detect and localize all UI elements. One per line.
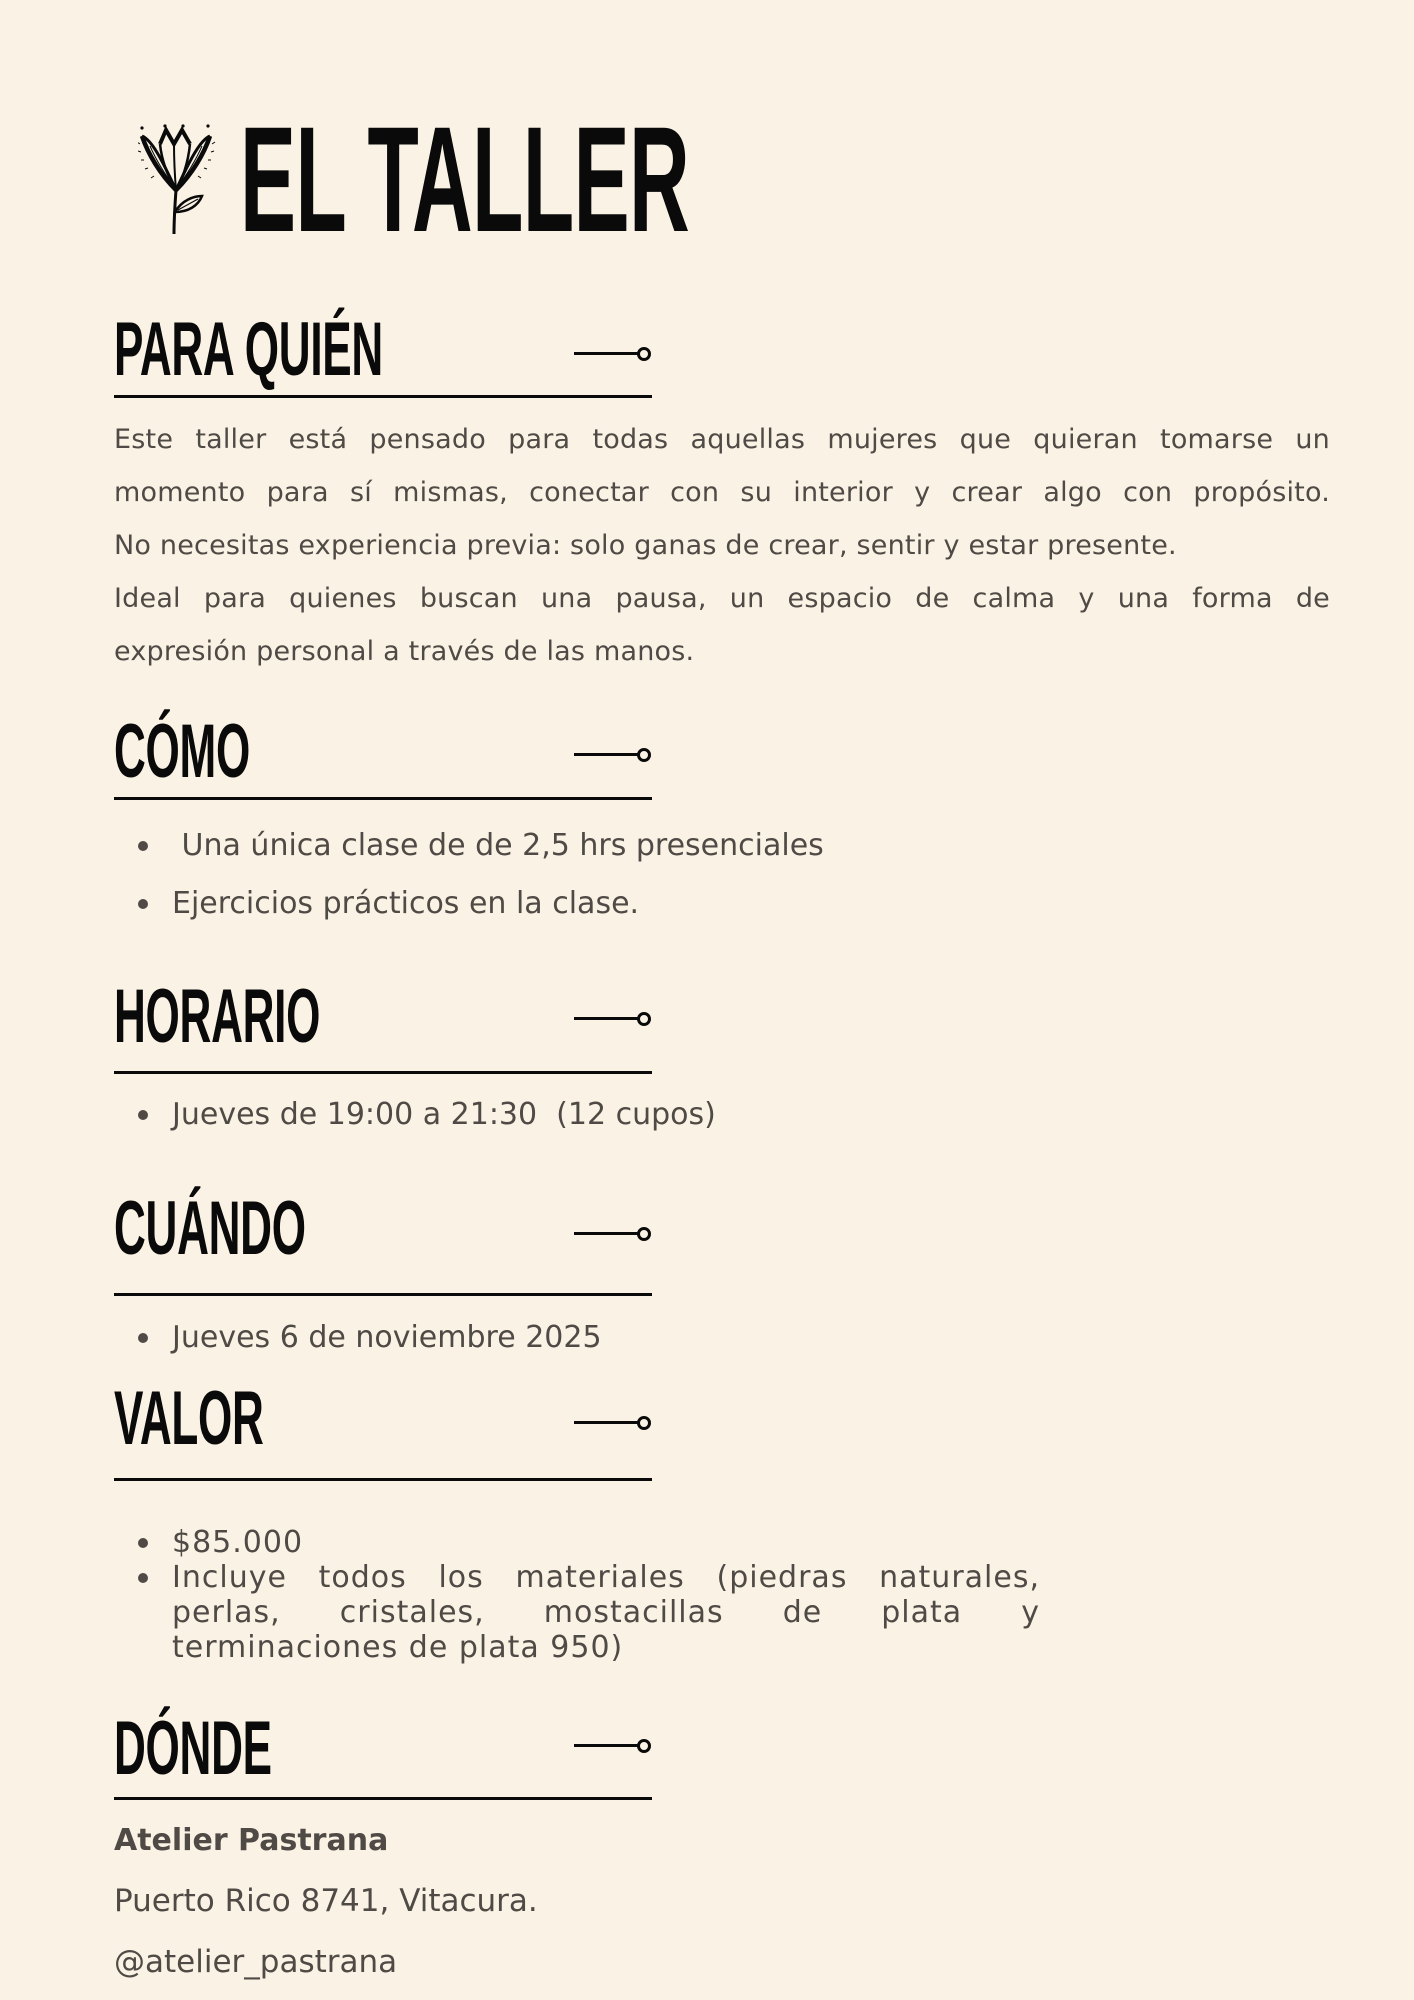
section-heading-valor: VALOR (114, 1376, 264, 1461)
text-line: Ideal para quienes buscan una pausa, un espacio de calma y una forma de (114, 583, 1330, 614)
instagram-handle[interactable]: @atelier_pastrana (114, 1944, 398, 1980)
section-divider (114, 1293, 652, 1296)
section-heading-donde: DÓNDE (114, 1706, 272, 1791)
bullet-icon (138, 841, 148, 851)
para-quien-text (114, 413, 1330, 678)
bullet-icon (138, 1573, 148, 1583)
text-line: expresión personal a través de las manos. (114, 636, 695, 667)
line-circle-icon (574, 1416, 652, 1430)
bullet-icon (138, 1110, 148, 1120)
text-line: No necesitas experiencia previa: solo ganas de crear, sentir y estar presente. (114, 530, 1177, 561)
address: Puerto Rico 8741, Vitacura. (114, 1883, 538, 1919)
line-circle-icon (574, 1739, 652, 1753)
line-circle-icon (574, 347, 652, 361)
section-divider (114, 1797, 652, 1800)
section-divider (114, 797, 652, 800)
list-item-price: $85.000 (130, 1525, 1040, 1560)
line-circle-icon (574, 1012, 652, 1026)
valor-list (130, 1525, 1040, 1665)
line-circle-icon (574, 1227, 652, 1241)
section-divider (114, 1478, 652, 1481)
bullet-icon (138, 899, 148, 909)
page-title: EL TALLER (240, 95, 690, 263)
section-heading-para-quien: PARA QUIÉN (114, 307, 383, 392)
section-heading-horario: HORARIO (114, 974, 321, 1059)
text-line: Este taller está pensado para todas aquellas mujeres que quieran tomarse un (114, 424, 1330, 455)
section-divider (114, 1071, 652, 1074)
flower-icon (138, 124, 218, 236)
line-circle-icon (574, 748, 652, 762)
text-line: momento para sí mismas, conectar con su interior y crear algo con propósito. (114, 477, 1330, 508)
list-item-includes: Incluye todos los materiales (piedras naturales, perlas, cristales, mostacillas de plata y terminaciones de plata 950) (130, 1560, 1040, 1665)
section-heading-cuando: CUÁNDO (114, 1186, 306, 1271)
bullet-icon (138, 1538, 148, 1548)
section-heading-como: CÓMO (114, 709, 250, 794)
section-divider (114, 395, 652, 398)
place-name: Atelier Pastrana (114, 1823, 389, 1858)
bullet-icon (138, 1333, 148, 1343)
